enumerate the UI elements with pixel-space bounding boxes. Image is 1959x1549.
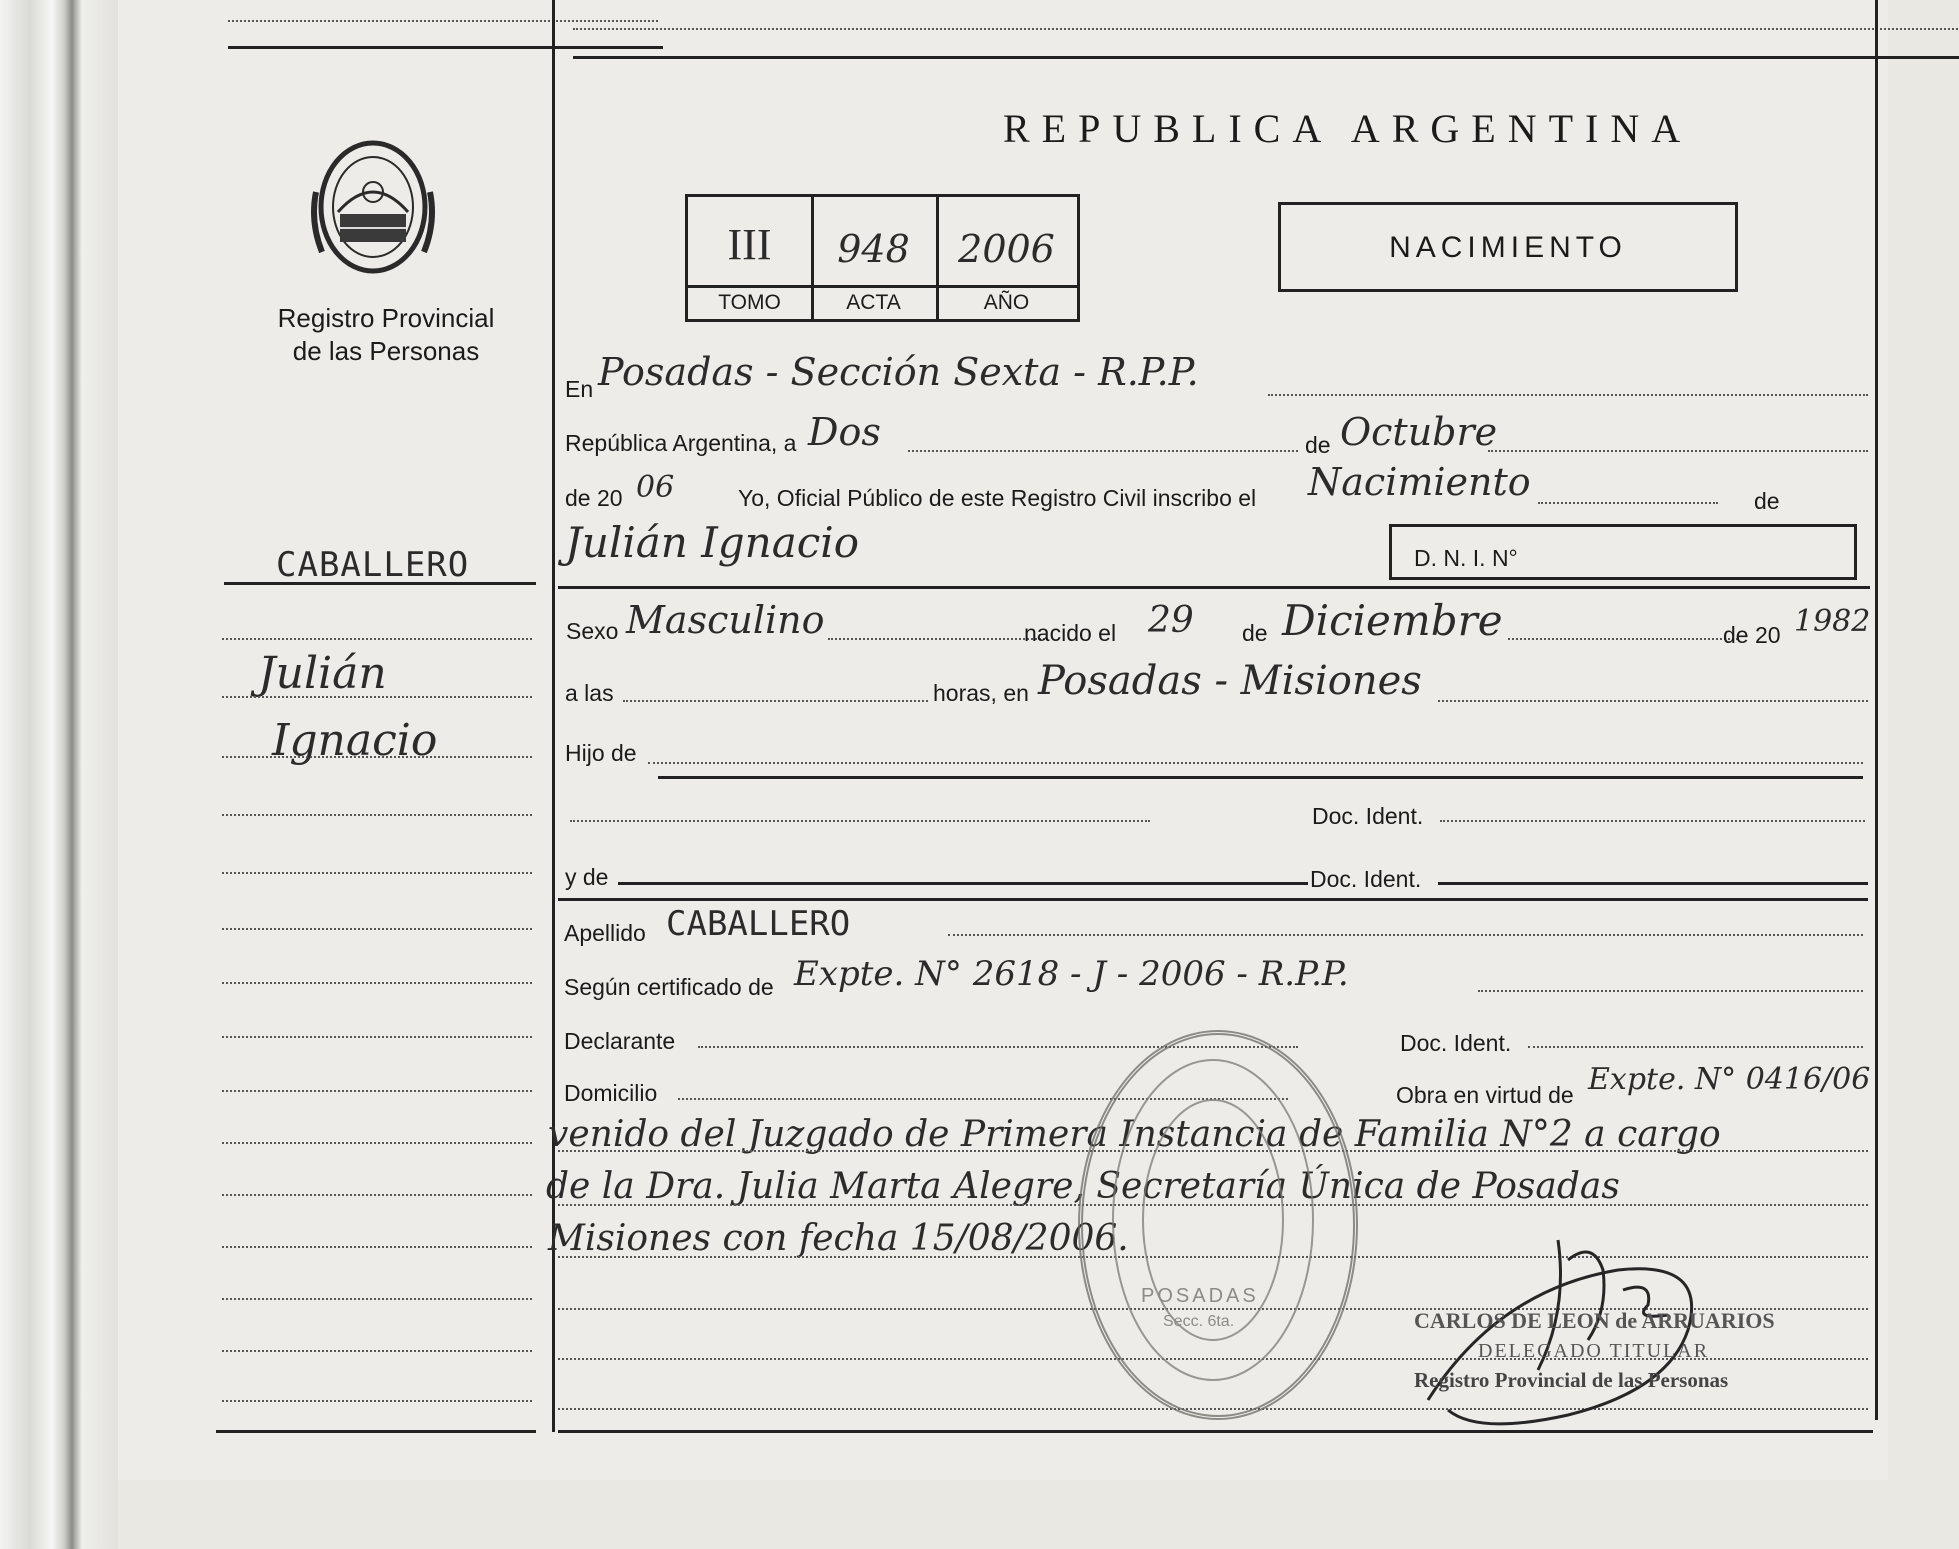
acta-value: 948: [837, 227, 910, 271]
top-rule-left: [228, 46, 663, 49]
margin-line: [222, 1194, 532, 1196]
record-number-table: [685, 194, 1080, 322]
margin-given-name-1: Julián: [258, 648, 387, 699]
birth-place-value: Posadas - Misiones: [1038, 658, 1422, 704]
child-name-value: Julián Ignacio: [565, 518, 859, 567]
margin-line: [222, 1350, 532, 1352]
y-de-label: y de: [565, 864, 609, 890]
margin-line: [222, 814, 532, 816]
month-line: [1488, 450, 1868, 452]
country-title: REPUBLICA ARGENTINA: [1003, 106, 1693, 151]
parent-1-line: [648, 762, 1863, 764]
birth-certificate-page: [118, 0, 1888, 1480]
top-rule-right: [573, 56, 1959, 59]
margin-line: [222, 1142, 532, 1144]
margin-line: [222, 928, 532, 930]
signatory-org: Registro Provincial de las Personas: [1414, 1368, 1729, 1392]
registry-name-line2: de las Personas: [292, 336, 480, 366]
birth-year-value: 1982: [1794, 604, 1871, 639]
margin-surname: CABALLERO: [276, 545, 470, 585]
year-prefix-label: de 20: [565, 485, 623, 511]
hijo-label: Hijo de: [565, 740, 637, 766]
table-divider: [688, 285, 1077, 288]
birth-day-value: 29: [1148, 600, 1194, 641]
parent-2-rule: [618, 882, 1308, 885]
official-stamp: [1078, 1030, 1358, 1420]
margin-line: [222, 1298, 532, 1300]
alas-label: a las: [565, 680, 614, 706]
dni-box: [1389, 524, 1857, 580]
margin-line: [222, 872, 532, 874]
obra-value: Expte. N° 0416/06: [1588, 1062, 1871, 1097]
certificate-value: Expte. N° 2618 - J - 2006 - R.P.P.: [794, 954, 1349, 994]
section-rule: [558, 586, 1870, 589]
stamp-center-sub: Secc. 6ta.: [1163, 1313, 1235, 1330]
sex-line: [828, 638, 1048, 640]
year-suffix-value: 06: [636, 470, 675, 505]
event-line: [1538, 502, 1718, 504]
margin-line: [222, 1090, 532, 1092]
sex-value: Masculino: [626, 598, 825, 642]
horas-label: horas, en: [933, 680, 1029, 706]
margin-given-name-2: Ignacio: [272, 715, 438, 766]
de-label: de: [1305, 432, 1331, 458]
top-dotted-line-left: [228, 20, 658, 22]
tomo-value: III: [727, 220, 772, 269]
acta-label: ACTA: [846, 291, 901, 314]
surname-line: [948, 934, 1863, 936]
margin-surname-rule: [224, 582, 536, 585]
doc-ident-label-1: Doc. Ident.: [1312, 803, 1424, 829]
note-line-3: Misiones con fecha 15/08/2006.: [548, 1218, 1129, 1259]
ano-value: 2006: [958, 227, 1055, 271]
right-border: [1875, 0, 1878, 1420]
margin-line: [222, 1246, 532, 1248]
republica-label: República Argentina, a: [565, 430, 797, 456]
day-value: Dos: [808, 410, 881, 454]
month-value: Octubre: [1340, 410, 1498, 454]
margin-line: [222, 638, 532, 640]
act-type: NACIMIENTO: [1389, 231, 1627, 264]
place-value: Posadas - Sección Sexta - R.P.P.: [598, 350, 1199, 394]
day-line: [908, 450, 1298, 452]
doc-ident-rule-2: [1438, 882, 1868, 885]
doc-ident-label-2: Doc. Ident.: [1310, 866, 1422, 892]
tomo-label: TOMO: [718, 291, 781, 314]
parent-1-rule: [658, 776, 1863, 779]
signatory-name: CARLOS DE LEON de ARRUARIOS: [1414, 1308, 1775, 1333]
nacido-label: nacido el: [1024, 620, 1117, 646]
place-line: [1268, 394, 1868, 396]
binder-edge: [0, 0, 118, 1549]
signatory-title: DELEGADO TITULAR: [1478, 1340, 1710, 1362]
en-label: En: [565, 376, 594, 402]
declarante-label: Declarante: [564, 1028, 676, 1054]
hours-line: [623, 700, 928, 702]
certificate-line: [1478, 990, 1863, 992]
doc-ident-line-3: [1528, 1046, 1863, 1048]
misiones-province-seal: [308, 132, 438, 282]
de-label-3: de: [1242, 620, 1268, 646]
official-text: Yo, Oficial Público de este Registro Civil inscribo el: [738, 485, 1257, 511]
top-dotted-line-right: [573, 28, 1959, 30]
dni-label: D. N. I. N°: [1414, 545, 1518, 571]
domicilio-label: Domicilio: [564, 1080, 658, 1106]
doc-ident-label-3: Doc. Ident.: [1400, 1030, 1512, 1056]
sexo-label: Sexo: [566, 618, 619, 644]
margin-line: [222, 982, 532, 984]
margin-line: [222, 696, 532, 698]
ano-label: AÑO: [983, 291, 1030, 314]
section-rule-2: [558, 898, 1868, 901]
birth-place-line: [1438, 700, 1868, 702]
event-value: Nacimiento: [1308, 460, 1531, 504]
de-20-label: de 20: [1723, 622, 1781, 648]
act-type-box: [1278, 202, 1738, 292]
stamp-center-text: POSADAS: [1141, 1285, 1259, 1307]
parent-1-doc-line: [570, 820, 1150, 822]
surname-value: CABALLERO: [666, 904, 851, 944]
margin-line: [222, 1400, 532, 1402]
de-label-2: de: [1754, 488, 1780, 514]
doc-ident-line-1: [1440, 820, 1865, 822]
margin-line: [222, 756, 532, 758]
apellido-label: Apellido: [564, 920, 646, 946]
note-line-1: venido del Juzgado de Primera Instancia de Familia N°2 a cargo: [548, 1114, 1721, 1155]
margin-bottom-rule: [216, 1430, 536, 1433]
segun-label: Según certificado de: [564, 974, 774, 1000]
note-line-2: de la Dra. Julia Marta Alegre, Secretaría Única de Posadas: [546, 1166, 1620, 1207]
obra-label: Obra en virtud de: [1396, 1082, 1574, 1108]
margin-line: [222, 1036, 532, 1038]
birth-month-value: Diciembre: [1282, 596, 1503, 645]
registry-name-line1: Registro Provincial: [277, 303, 495, 333]
birth-month-line: [1508, 638, 1738, 640]
